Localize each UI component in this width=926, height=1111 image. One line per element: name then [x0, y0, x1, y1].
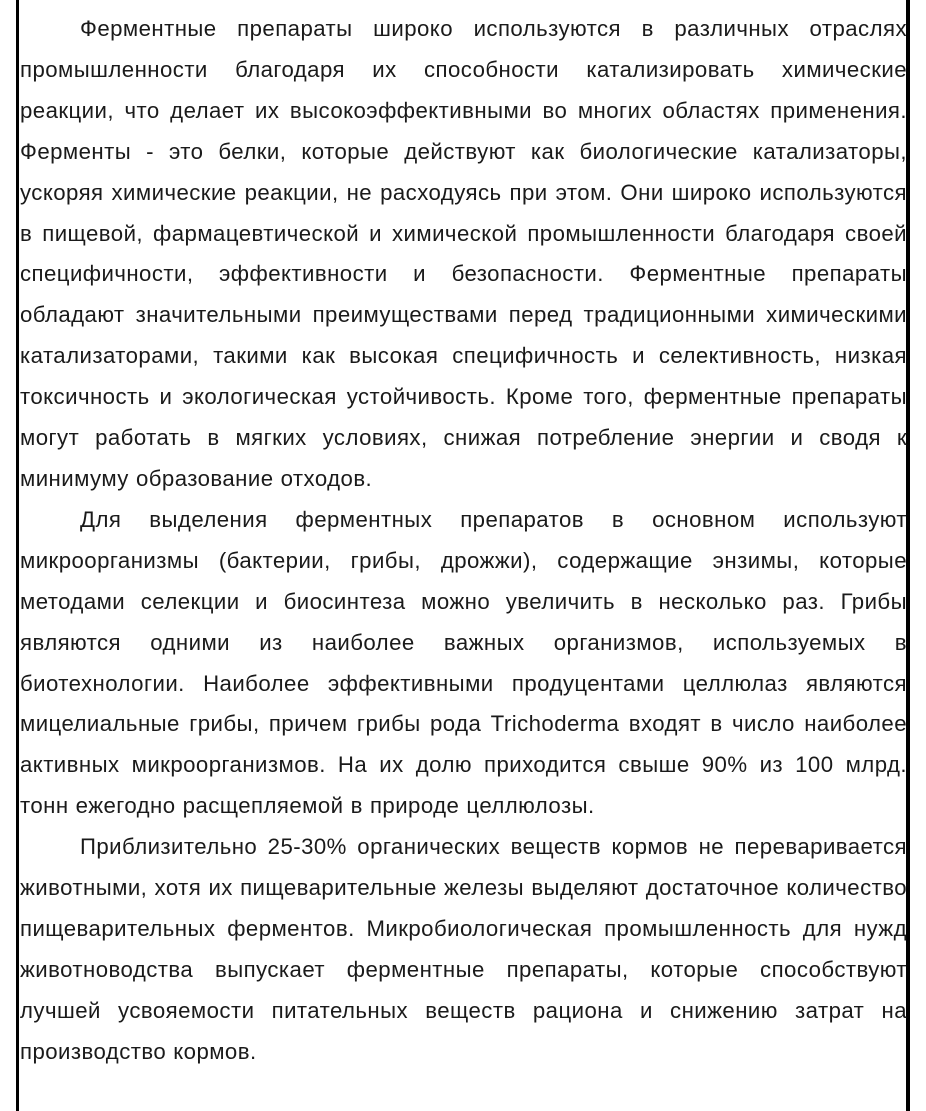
paragraph-microorganisms: Для выделения ферментных препаратов в основном используют микроорганизмы (бактерии, грибы, дрожжи), содержащие энзимы, которые методами селекции и биосинтеза можно увеличить в несколько раз. Грибы являются одними из наиболее важных организмов, используемых в биотехнологии. Наиболее эффективными продуцентами целлюлаз являются мицелиальные грибы, причем грибы рода Trichoderma входят в число наиболее активных микроорганизмов. На их долю приходится свыше 90% из 100 млрд. тонн ежегодно расщепляемой в природе целлюлозы.: [20, 506, 907, 819]
paragraph-feed-digestibility: Приблизительно 25-30% органических веществ кормов не переваривается животными, хотя их пищеварительные железы выделяют достаточное количество пищеварительных ферментов. Микробиологическая промышленность для нужд животноводства выпускает ферментные препараты, которые способствуют лучшей усвояемости питательных веществ рациона и снижению затрат на производство кормов.: [20, 834, 907, 1064]
left-page-border: [16, 0, 19, 1111]
paragraph-enzymes-overview: Ферментные препараты широко используются в различных отраслях промышленности благодаря их способности катализировать химические реакции, что делает их высокоэффективными во многих областях применения. Ферменты - это белки, которые действуют как биологические катализаторы, ускоряя химические реакции, не расходуясь при этом. Они широко используются в пищевой, фармацевтической и химической промышленности благодаря своей специфичности, эффективности и безопасности. Ферментные препараты обладают значительными преимуществами перед традиционными химическими катализаторами, такими как высокая специфичность и селективность, низкая токсичность и экологическая устойчивость. Кроме того, ферментные препараты могут работать в мягких условиях, снижая потребление энергии и сводя к минимуму образование отходов.: [20, 16, 907, 491]
document-body: [20, 9, 907, 1073]
